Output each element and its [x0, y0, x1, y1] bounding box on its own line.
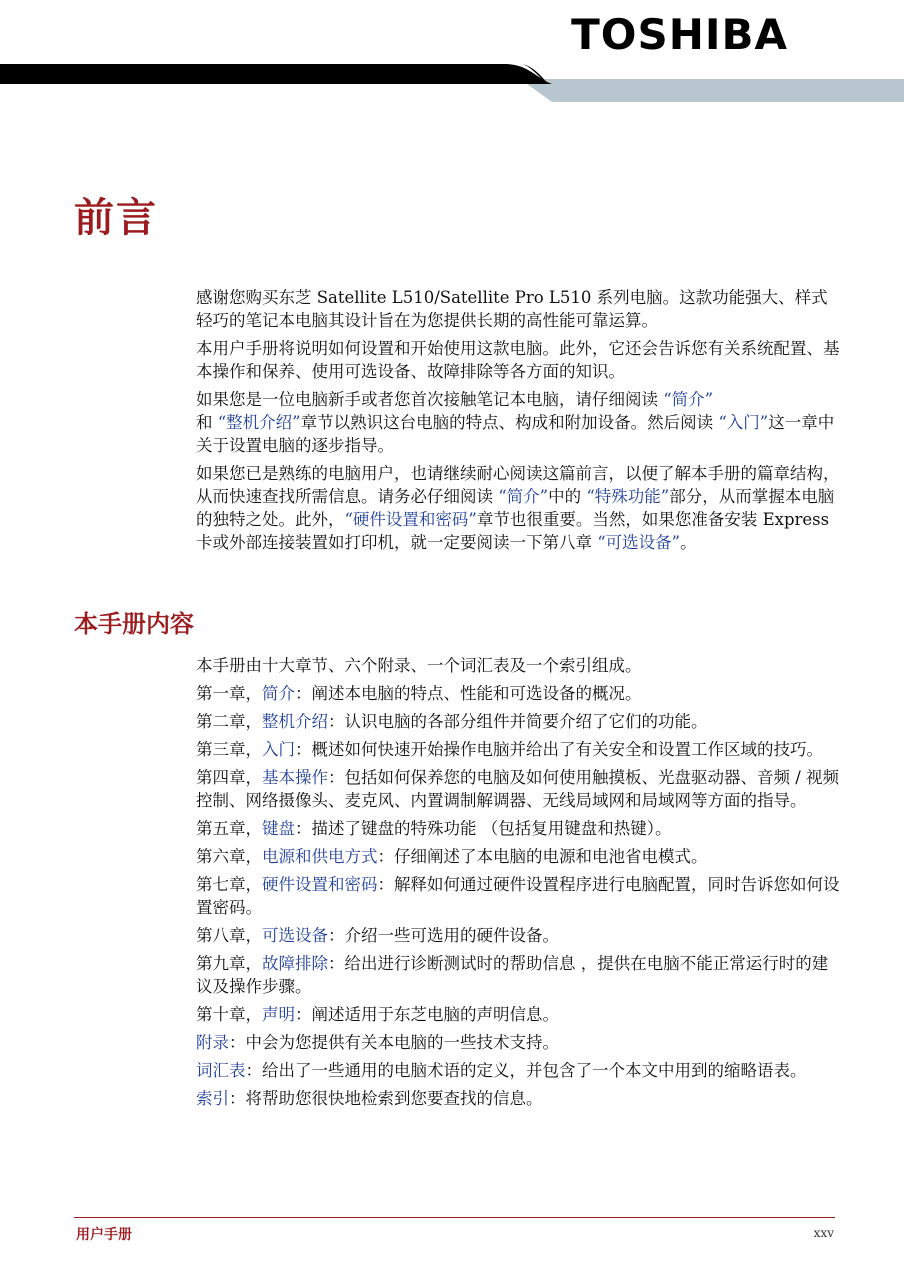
chapter-prefix: 第六章，: [196, 847, 262, 866]
intro-paragraph: 感谢您购买东芝 Satellite L510/Satellite Pro L510 系列电脑。这款功能强大、样式轻巧的笔记本电脑其设计旨在为您提供长期的高性能可靠运算。: [196, 288, 828, 330]
footer-divider: [74, 1217, 835, 1218]
chapter-prefix: 第五章，: [196, 819, 262, 838]
text: 如果您是一位电脑新手或者您首次接触笔记本电脑，请仔细阅读: [196, 390, 664, 409]
chapter-item: [196, 952, 840, 998]
header-band: [0, 62, 904, 102]
chapter-item: [196, 682, 840, 705]
text: 中的: [548, 487, 587, 506]
link-getting-started[interactable]: “入门”: [718, 413, 769, 432]
chapter-item: [196, 845, 840, 868]
intro-paragraph: 本用户手册将说明如何设置和开始使用这款电脑。此外，它还会告诉您有关系统配置、基本操作和保养、使用可选设备、故障排除等各方面的知识。: [196, 339, 840, 381]
chapter-prefix: 第三章，: [196, 740, 262, 759]
footer-manual-title: 用户手册: [76, 1227, 132, 1243]
chapter-link[interactable]: 故障排除: [262, 954, 328, 973]
chapter-link[interactable]: 键盘: [262, 819, 295, 838]
chapter-desc: ：解释如何通过硬件设置程序进行电脑配置，同时告诉您如何设置密码。: [196, 875, 840, 917]
chapter-item: [196, 817, 840, 840]
chapter-link[interactable]: 电源和供电方式: [262, 847, 378, 866]
chapter-link[interactable]: 词汇表: [196, 1061, 246, 1080]
link-special-features[interactable]: “特殊功能”: [586, 487, 670, 506]
chapter-desc: ：包括如何保养您的电脑及如何使用触摸板、光盘驱动器、音频 / 视频控制、网络摄像头、麦克风、内置调制解调器、无线局域网和局域网等方面的指导。: [196, 768, 840, 810]
intro-section: [196, 286, 840, 559]
chapter-desc: ：中会为您提供有关本电脑的一些技术支持。: [229, 1033, 559, 1052]
chapter-desc: ：描述了键盘的特殊功能 （包括复用键盘和热键）。: [295, 819, 672, 838]
chapter-desc: ：介绍一些可选用的硬件设备。: [328, 926, 559, 945]
chapter-item: [196, 766, 840, 812]
chapter-item: [196, 1003, 840, 1026]
chapter-link[interactable]: 基本操作: [262, 768, 328, 787]
page-number: xxv: [813, 1226, 834, 1240]
chapter-desc: ：将帮助您很快地检索到您要查找的信息。: [229, 1089, 543, 1108]
link-intro[interactable]: “简介”: [498, 487, 549, 506]
chapter-desc: ：阐述适用于东芝电脑的声明信息。: [295, 1005, 559, 1024]
chapter-link[interactable]: 声明: [262, 1005, 295, 1024]
text: 如果您已是熟练的电脑用户，也请继续耐心阅读这篇前言，以便了解本手册的篇章结构，从而快速查找所需信息。请务必仔细阅读: [196, 464, 840, 506]
text: 和: [196, 413, 218, 432]
chapter-desc: ：认识电脑的各部分组件并简要介绍了它们的功能。: [328, 712, 708, 731]
text: 这一章中关于设置电脑的逐步指导。: [196, 413, 835, 455]
chapter-desc: ：仔细阐述了本电脑的电源和电池省电模式。: [377, 847, 708, 866]
intro-paragraph: [196, 462, 840, 554]
link-overview[interactable]: “整机介绍”: [217, 413, 301, 432]
chapter-prefix: 第七章，: [196, 875, 262, 894]
chapter-item: [196, 1087, 840, 1110]
toshiba-logo: TOSHIBA: [571, 10, 788, 59]
header-band-dark-main: [0, 64, 552, 84]
chapter-link[interactable]: 入门: [262, 740, 295, 759]
text: 部分，从而掌握本电脑的独特之处。此外，: [196, 487, 835, 529]
chapter-prefix: 第八章，: [196, 926, 262, 945]
text: 章节也很重要。当然，如果您准备安装 Express 卡或外部连接装置如打印机，就一定要阅读一下第八章: [196, 510, 830, 552]
chapter-prefix: 第九章，: [196, 954, 262, 973]
page-title: 前言: [74, 195, 158, 241]
chapter-desc: ：阐述本电脑的特点、性能和可选设备的概况。: [295, 684, 642, 703]
chapter-prefix: 第一章，: [196, 684, 262, 703]
chapter-link[interactable]: 简介: [262, 684, 295, 703]
chapter-desc: ：给出进行诊断测试时的帮助信息 ，提供在电脑不能正常运行时的建议及操作步骤。: [196, 954, 829, 996]
text: 章节以熟识这台电脑的特点、构成和附加设备。然后阅读: [300, 413, 719, 432]
chapter-desc: ：概述如何快速开始操作电脑并给出了有关安全和设置工作区域的技巧。: [295, 740, 823, 759]
chapter-item: [196, 1059, 840, 1082]
chapter-link[interactable]: 硬件设置和密码: [262, 875, 378, 894]
header-band-light: [520, 79, 904, 102]
section-heading: 本手册内容: [74, 610, 194, 638]
intro-paragraph: [196, 388, 840, 457]
chapter-link[interactable]: 附录: [196, 1033, 229, 1052]
overview-text: 本手册由十大章节、六个附录、一个词汇表及一个索引组成。: [196, 656, 642, 675]
link-optional-devices[interactable]: “可选设备”: [597, 533, 681, 552]
chapter-prefix: 第四章，: [196, 768, 262, 787]
chapter-item: [196, 738, 840, 761]
chapter-link[interactable]: 索引: [196, 1089, 229, 1108]
link-hw-setup[interactable]: “硬件设置和密码”: [344, 510, 477, 529]
chapter-item: [196, 924, 840, 947]
chapter-item: [196, 873, 840, 919]
text: 。: [680, 533, 697, 552]
chapter-desc: ：给出了一些通用的电脑术语的定义，并包含了一个本文中用到的缩略语表。: [245, 1061, 807, 1080]
chapter-prefix: 第十章，: [196, 1005, 262, 1024]
chapter-list: [196, 654, 840, 1115]
chapter-item: [196, 710, 840, 733]
chapter-link[interactable]: 可选设备: [262, 926, 328, 945]
link-intro[interactable]: “简介”: [663, 390, 714, 409]
chapter-item: [196, 1031, 840, 1054]
chapter-prefix: 第二章，: [196, 712, 262, 731]
chapter-link[interactable]: 整机介绍: [262, 712, 328, 731]
